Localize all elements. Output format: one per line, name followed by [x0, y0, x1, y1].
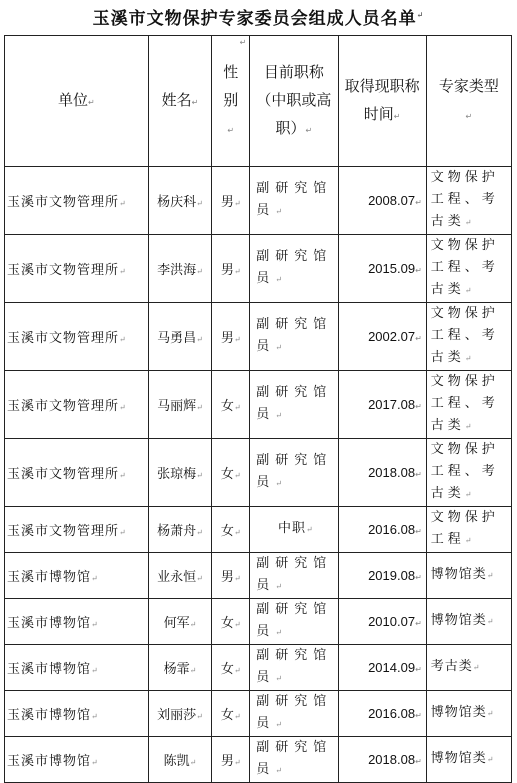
cell-type [426, 599, 511, 645]
paragraph-mark-icon: ↵ [472, 663, 481, 672]
paragraph-mark-icon: ↵ [464, 286, 476, 295]
header-name-label: 姓名 [161, 90, 192, 109]
cell-sex-text: 男 [220, 195, 234, 210]
cell-date [338, 303, 426, 371]
paragraph-mark-icon: ↵ [119, 403, 127, 412]
cell-name-text: 张琼梅 [157, 467, 197, 482]
cell-sex [212, 303, 250, 371]
header-unit-label: 单位 [57, 90, 88, 109]
paragraph-mark-icon: ↵ [233, 666, 241, 675]
cell-name [148, 167, 212, 235]
cell-name-text: 刘丽莎 [157, 708, 197, 723]
cell-job-title-text: 副研究馆员 [256, 181, 333, 218]
paragraph-mark-icon: ↵ [91, 666, 99, 675]
table-row [5, 507, 512, 553]
cell-name [148, 439, 212, 507]
paragraph-mark-icon: ↵ [196, 574, 203, 583]
paragraph-mark-icon: ↵ [119, 267, 127, 276]
cell-type [426, 235, 511, 303]
cell-date-text: 2016.08 [368, 706, 416, 721]
cell-unit [5, 371, 149, 439]
paragraph-mark-icon: ↵ [275, 720, 288, 729]
cell-job-title [250, 737, 338, 783]
paragraph-mark-icon: ↵ [305, 125, 313, 135]
paragraph-mark-icon: ↵ [91, 620, 99, 629]
cell-type [426, 645, 511, 691]
paragraph-mark-icon: ↵ [464, 490, 476, 499]
cell-name [148, 599, 212, 645]
paragraph-mark-icon: ↵ [189, 620, 197, 629]
paragraph-mark-icon: ↵ [119, 471, 127, 480]
cell-sex [212, 691, 250, 737]
cell-sex [212, 167, 250, 235]
paragraph-mark-icon: ↵ [464, 218, 476, 227]
cell-date-text: 2010.07 [368, 614, 416, 629]
header-job-title-label: 目前职称（中职或高职） [256, 62, 332, 137]
paragraph-mark-icon: ↵ [464, 536, 476, 545]
paragraph-mark-icon: ↵ [275, 674, 288, 683]
paragraph-mark-icon: ↵ [233, 335, 241, 344]
paragraph-mark-icon: ↵ [189, 758, 197, 767]
cell-type-text: 文物保护工程、考古类 [430, 374, 499, 433]
cell-sex [212, 645, 250, 691]
cell-job-title [250, 645, 338, 691]
cell-sex-text: 女 [220, 616, 234, 631]
cell-type-text: 文物保护工程、考古类 [430, 238, 499, 297]
paragraph-mark-icon: ↵ [275, 479, 288, 488]
paragraph-mark-icon: ↵ [464, 422, 476, 431]
expert-table [4, 35, 512, 783]
cell-name-text: 杨霏 [163, 662, 190, 677]
cell-sex [212, 235, 250, 303]
cell-type [426, 439, 511, 507]
cell-job-title-text: 副研究馆员 [256, 740, 333, 777]
cell-date [338, 553, 426, 599]
cell-name-text: 业永恒 [157, 570, 197, 585]
paragraph-mark-icon: ↵ [196, 267, 203, 276]
paragraph-mark-icon: ↵ [415, 470, 422, 479]
cell-unit [5, 507, 149, 553]
cell-date-text: 2015.09 [368, 261, 416, 276]
cell-type [426, 371, 511, 439]
cell-date-text: 2014.09 [368, 660, 416, 675]
cell-date-text: 2019.08 [368, 568, 416, 583]
paragraph-mark-icon: ↵ [87, 97, 95, 107]
cell-name [148, 691, 212, 737]
paragraph-mark-icon: ↵ [196, 199, 203, 208]
paragraph-mark-icon: ↵ [233, 267, 241, 276]
document-title [0, 4, 517, 29]
cell-sex-text: 女 [220, 662, 234, 677]
cell-name [148, 553, 212, 599]
paragraph-mark-icon: ↵ [233, 620, 241, 629]
cell-job-title-text: 副研究馆员 [256, 602, 333, 639]
cell-sex [212, 507, 250, 553]
cell-unit [5, 553, 149, 599]
cell-date [338, 439, 426, 507]
cell-sex-text: 女 [220, 524, 234, 539]
table-row [5, 645, 512, 691]
cell-job-title-text: 副研究馆员 [256, 694, 333, 731]
paragraph-mark-icon: ↵ [196, 403, 203, 412]
cell-sex-text: 男 [220, 570, 234, 585]
paragraph-mark-icon: ↵ [119, 528, 127, 537]
cell-name [148, 507, 212, 553]
cell-sex [212, 599, 250, 645]
cell-unit-text: 玉溪市博物馆 [7, 662, 92, 677]
cell-unit [5, 691, 149, 737]
cell-unit [5, 235, 149, 303]
cell-type-text: 博物馆类 [430, 751, 487, 766]
cell-type-text: 博物馆类 [430, 705, 487, 720]
cell-name [148, 303, 212, 371]
cell-type [426, 167, 511, 235]
header-type [426, 36, 511, 167]
cell-sex-text: 男 [220, 754, 234, 769]
header-date [338, 36, 426, 167]
cell-sex [212, 371, 250, 439]
cell-unit-text: 玉溪市文物管理所 [7, 195, 120, 210]
cell-job-title-text: 副研究馆员 [256, 556, 333, 593]
paragraph-mark-icon: ↵ [415, 665, 422, 674]
paragraph-mark-icon: ↵ [196, 712, 203, 721]
table-row [5, 439, 512, 507]
paragraph-mark-icon: ↵ [91, 574, 99, 583]
paragraph-mark-icon: ↵ [233, 199, 241, 208]
paragraph-mark-icon: ↵ [275, 628, 288, 637]
paragraph-mark-icon: ↵ [415, 266, 422, 275]
paragraph-mark-icon: ↵ [191, 97, 199, 107]
paragraph-mark-icon: ↵ [233, 758, 241, 767]
table-row [5, 303, 512, 371]
cell-sex-text: 女 [220, 708, 234, 723]
cell-type-text: 文物保护工程、考古类 [430, 306, 499, 365]
cell-name-text: 何军 [163, 616, 190, 631]
cell-date-text: 2017.08 [368, 397, 416, 412]
paragraph-mark-icon: ↵ [233, 574, 241, 583]
cell-unit [5, 599, 149, 645]
header-type-label: 专家类型 [438, 76, 499, 95]
cell-type-text: 文物保护工程 [430, 510, 499, 547]
cell-unit-text: 玉溪市文物管理所 [7, 331, 120, 346]
paragraph-mark-icon: ↵ [275, 207, 288, 216]
table-row [5, 371, 512, 439]
paragraph-mark-icon: ↵ [196, 335, 203, 344]
cell-date [338, 599, 426, 645]
paragraph-mark-icon: ↵ [189, 666, 197, 675]
cell-name-text: 马丽辉 [157, 399, 197, 414]
cell-unit-text: 玉溪市文物管理所 [7, 467, 120, 482]
cell-job-title [250, 439, 338, 507]
cell-date [338, 235, 426, 303]
cell-unit [5, 645, 149, 691]
paragraph-mark-icon: ↵ [416, 9, 425, 20]
cell-date [338, 691, 426, 737]
cell-date-text: 2016.08 [368, 522, 416, 537]
cell-sex-text: 男 [220, 263, 234, 278]
paragraph-mark-icon: ↵ [275, 411, 288, 420]
table-row [5, 553, 512, 599]
cell-date-text: 2008.07 [368, 193, 416, 208]
paragraph-mark-icon: ↵ [486, 571, 495, 580]
paragraph-mark-icon: ↵ [239, 38, 247, 47]
cell-job-title [250, 599, 338, 645]
cell-type-text: 文物保护工程、考古类 [430, 442, 499, 501]
table-row [5, 235, 512, 303]
cell-date [338, 371, 426, 439]
cell-date [338, 645, 426, 691]
table-row [5, 737, 512, 783]
cell-unit-text: 玉溪市文物管理所 [7, 263, 120, 278]
cell-sex-text: 男 [220, 331, 234, 346]
cell-unit [5, 737, 149, 783]
cell-type [426, 553, 511, 599]
paragraph-mark-icon: ↵ [233, 712, 241, 721]
cell-name [148, 235, 212, 303]
cell-sex [212, 737, 250, 783]
header-job-title [250, 36, 338, 167]
table-header-row [5, 36, 512, 167]
cell-date [338, 167, 426, 235]
paragraph-mark-icon: ↵ [465, 111, 473, 121]
paragraph-mark-icon: ↵ [119, 199, 127, 208]
cell-unit [5, 439, 149, 507]
cell-type-text: 考古类 [430, 659, 473, 674]
paragraph-mark-icon: ↵ [275, 766, 288, 775]
paragraph-mark-icon: ↵ [196, 471, 203, 480]
cell-date [338, 737, 426, 783]
cell-date [338, 507, 426, 553]
cell-date-text: 2002.07 [368, 329, 416, 344]
header-sex [212, 36, 250, 167]
paragraph-mark-icon: ↵ [275, 343, 288, 352]
cell-unit [5, 167, 149, 235]
cell-job-title-text: 副研究馆员 [256, 385, 333, 422]
cell-date-text: 2018.08 [368, 465, 416, 480]
cell-job-title-text: 副研究馆员 [256, 648, 333, 685]
cell-job-title [250, 371, 338, 439]
header-sex-label: 性别 [223, 62, 239, 109]
cell-sex-text: 女 [220, 467, 234, 482]
cell-job-title-text: 副研究馆员 [256, 453, 333, 490]
paragraph-mark-icon: ↵ [415, 402, 422, 411]
cell-type [426, 691, 511, 737]
cell-job-title-text: 副研究馆员 [256, 249, 333, 286]
paragraph-mark-icon: ↵ [275, 275, 288, 284]
paragraph-mark-icon: ↵ [415, 573, 422, 582]
paragraph-mark-icon: ↵ [415, 619, 422, 628]
table-body [5, 167, 512, 783]
paragraph-mark-icon: ↵ [233, 471, 241, 480]
cell-date-text: 2018.08 [368, 752, 416, 767]
cell-name-text: 杨萧舟 [157, 524, 197, 539]
paragraph-mark-icon: ↵ [119, 335, 127, 344]
paragraph-mark-icon: ↵ [233, 403, 241, 412]
cell-job-title-text: 中职 [278, 521, 307, 536]
document-title-text: 玉溪市文物保护专家委员会组成人员名单 [92, 9, 417, 29]
paragraph-mark-icon: ↵ [275, 582, 288, 591]
table-row [5, 167, 512, 235]
cell-unit-text: 玉溪市文物管理所 [7, 524, 120, 539]
cell-job-title [250, 507, 338, 553]
cell-unit-text: 玉溪市博物馆 [7, 754, 92, 769]
cell-name [148, 737, 212, 783]
paragraph-mark-icon: ↵ [227, 125, 235, 135]
cell-job-title [250, 235, 338, 303]
paragraph-mark-icon: ↵ [415, 527, 422, 536]
cell-name-text: 陈凯 [163, 754, 190, 769]
header-name [148, 36, 212, 167]
header-date-label: 取得现职称时间 [344, 76, 420, 123]
table-row [5, 599, 512, 645]
cell-name-text: 李洪海 [157, 263, 197, 278]
paragraph-mark-icon: ↵ [306, 525, 314, 534]
cell-name [148, 371, 212, 439]
cell-type [426, 303, 511, 371]
cell-name-text: 马勇昌 [157, 331, 197, 346]
paragraph-mark-icon: ↵ [464, 354, 476, 363]
paragraph-mark-icon: ↵ [486, 755, 495, 764]
paragraph-mark-icon: ↵ [415, 334, 422, 343]
paragraph-mark-icon: ↵ [393, 111, 401, 121]
cell-type [426, 737, 511, 783]
cell-sex-text: 女 [220, 399, 234, 414]
paragraph-mark-icon: ↵ [91, 712, 99, 721]
table-row [5, 691, 512, 737]
cell-unit-text: 玉溪市博物馆 [7, 708, 92, 723]
cell-job-title [250, 553, 338, 599]
paragraph-mark-icon: ↵ [486, 709, 495, 718]
cell-sex [212, 439, 250, 507]
cell-job-title [250, 303, 338, 371]
cell-job-title [250, 691, 338, 737]
header-unit [5, 36, 149, 167]
cell-unit-text: 玉溪市文物管理所 [7, 399, 120, 414]
cell-type [426, 507, 511, 553]
paragraph-mark-icon: ↵ [233, 528, 241, 537]
paragraph-mark-icon: ↵ [486, 617, 495, 626]
paragraph-mark-icon: ↵ [415, 711, 422, 720]
cell-type-text: 文物保护工程、考古类 [430, 170, 499, 229]
paragraph-mark-icon: ↵ [415, 757, 422, 766]
paragraph-mark-icon: ↵ [91, 758, 99, 767]
cell-unit-text: 玉溪市博物馆 [7, 616, 92, 631]
cell-name [148, 645, 212, 691]
cell-job-title-text: 副研究馆员 [256, 317, 333, 354]
cell-unit-text: 玉溪市博物馆 [7, 570, 92, 585]
cell-type-text: 博物馆类 [430, 567, 487, 582]
paragraph-mark-icon: ↵ [196, 528, 203, 537]
cell-type-text: 博物馆类 [430, 613, 487, 628]
cell-name-text: 杨庆科 [157, 195, 197, 210]
paragraph-mark-icon: ↵ [415, 198, 422, 207]
cell-sex [212, 553, 250, 599]
cell-job-title [250, 167, 338, 235]
cell-unit [5, 303, 149, 371]
